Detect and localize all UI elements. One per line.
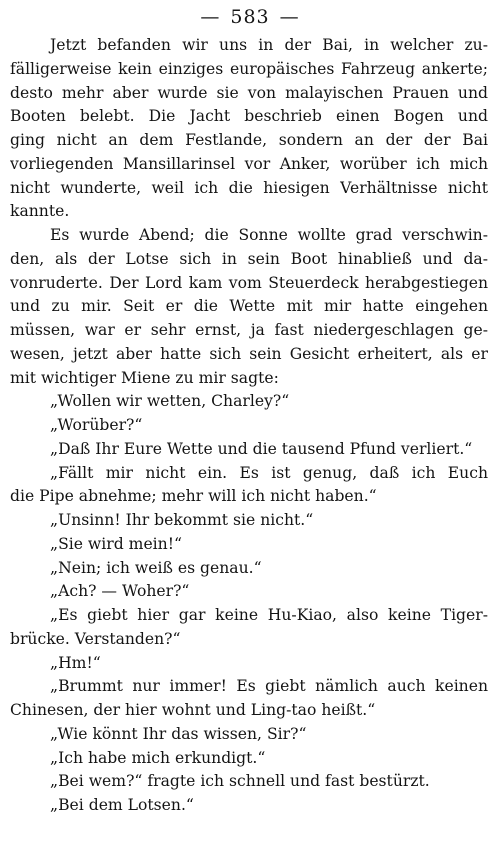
text-line: „Wie könnt Ihr das wissen, Sir?“ — [50, 724, 307, 743]
text-line: müssen, war er sehr ernst, ja fast niedergeschlagen ge- — [10, 321, 488, 339]
text-line: „Unsinn! Ihr bekommt sie nicht.“ — [50, 511, 314, 529]
text-line: nicht wunderte, weil ich die hiesigen Verhältnisse nicht — [10, 178, 488, 197]
text-line: „Brummt nur immer! Es giebt nämlich auch keinen — [50, 677, 488, 696]
text-line: Chinesen, der hier wohnt und Ling-tao heißt.“ — [10, 701, 376, 719]
text-line: Booten belebt. Die Jacht beschrieb einen Bogen und — [10, 107, 488, 126]
text-line: ging nicht an dem Festlande, sondern an der der Bai — [10, 131, 488, 149]
text-line: „Wollen wir wetten, Charley?“ — [50, 392, 290, 411]
text-line: Jetzt befanden wir uns in der Bai, in welcher zu- — [50, 36, 488, 54]
text-line: „Worüber?“ — [50, 416, 143, 434]
text-line: „Nein; ich weiß es genau.“ — [50, 558, 262, 577]
text-line: und zu mir. Seit er die Wette mit mir hatte eingehen — [10, 297, 488, 316]
text-line: fälligerweise kein einziges europäisches Fahrzeug ankerte; — [10, 59, 488, 78]
text-line: brücke. Verstanden?“ — [10, 629, 181, 648]
text-line: vorliegenden Mansillarinsel vor Anker, worüber ich mich — [10, 154, 488, 173]
header-dash-right: — — [279, 6, 300, 28]
text-line: „Fällt mir nicht ein. Es ist genug, daß ich Euch — [50, 463, 488, 482]
text-line: „Hm!“ — [50, 653, 101, 672]
page-number: 583 — [230, 6, 270, 28]
text-line: „Bei dem Lotsen.“ — [50, 796, 194, 814]
text-line: wesen, jetzt aber hatte sich sein Gesicht erheitert, als er — [10, 344, 488, 363]
text-line: Es wurde Abend; die Sonne wollte grad verschwin- — [50, 226, 488, 244]
text-line: „Ich habe mich erkundigt.“ — [50, 748, 266, 767]
text-line: desto mehr aber wurde sie von malayischen Prauen und — [10, 83, 488, 102]
header-dash-left: — — [200, 6, 221, 28]
text-line: „Daß Ihr Eure Wette und die tausend Pfund verliert.“ — [50, 439, 473, 458]
text-line: „Ach? — Woher?“ — [50, 582, 190, 601]
text-line: „Bei wem?“ fragte ich schnell und fast bestürzt. — [50, 772, 430, 791]
text-line: kannte. — [10, 202, 70, 221]
text-line: vonruderte. Der Lord kam vom Steuerdeck herabgestiegen — [10, 273, 488, 292]
text-line: mit wichtiger Miene zu mir sagte: — [10, 368, 279, 387]
text-line: „Es giebt hier gar keine Hu-Kiao, also keine Tiger- — [50, 606, 488, 624]
text-line: die Pipe abnehme; mehr will ich nicht haben.“ — [10, 487, 377, 506]
text-line: den, als der Lotse sich in sein Boot hinabließ und da- — [10, 249, 488, 268]
body-text — [10, 34, 488, 818]
text-line: „Sie wird mein!“ — [50, 534, 182, 553]
page-header — [0, 6, 500, 28]
